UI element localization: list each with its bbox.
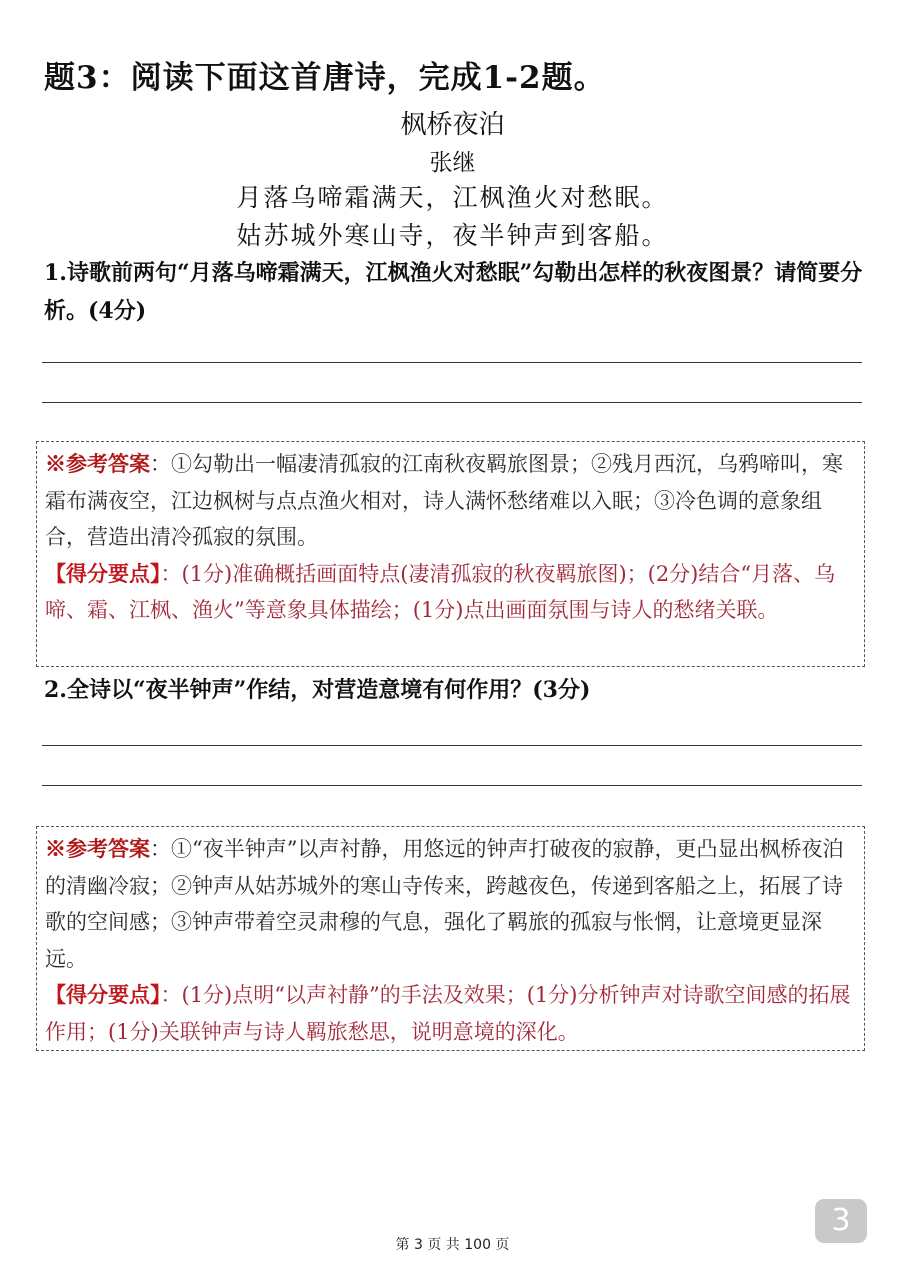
scoring-points-text: ：(1分)准确概括画面特点(凄清孤寂的秋夜羁旅图)；(2分)结合“月落、乌啼、霜、江枫、渔火”等意象具体描绘；(1分)点出画面氛围与诗人的愁绪关联。 bbox=[45, 561, 836, 622]
question-2-text: 2.全诗以“夜半钟声”作结，对营造意境有何作用？(3分) bbox=[44, 677, 591, 703]
page-title: 题3：阅读下面这首唐诗，完成1-2题。 bbox=[44, 60, 606, 96]
answer-line bbox=[42, 362, 862, 363]
scoring-points-label: 【得分要点】 bbox=[45, 982, 161, 1007]
answer-text: ：①“夜半钟声”以声衬静，用悠远的钟声打破夜的寂静，更凸显出枫桥夜泊的清幽冷寂；②钟声从姑苏城外的寒山寺传来，跨越夜色，传递到客船之上，拓展了诗歌的空间感；③钟声带着空灵肃穆的气息，强化了羁旅的孤寂与怅惘，让意境更显深远。 bbox=[45, 837, 844, 971]
answer-label: ※参考答案 bbox=[45, 836, 150, 861]
answer-line bbox=[42, 402, 862, 403]
poem-line: 姑苏城外寒山寺，夜半钟声到客船。 bbox=[236, 221, 669, 250]
answer-line bbox=[42, 745, 862, 746]
answer-text: ：①勾勒出一幅凄清孤寂的江南秋夜羁旅图景；②残月西沉，乌鸦啼叫，寒霜布满夜空，江边枫树与点点渔火相对，诗人满怀愁绪难以入眠；③冷色调的意象组合，营造出清冷孤寂的氛围。 bbox=[45, 452, 843, 549]
scoring-points-label: 【得分要点】 bbox=[45, 560, 161, 586]
reference-answer-box-2 bbox=[36, 826, 865, 1051]
answer-label: ※参考答案 bbox=[45, 451, 150, 476]
question-1-text: 1.诗歌前两句“月落乌啼霜满天，江枫渔火对愁眠”勾勒出怎样的秋夜图景？请简要分析。(4分) bbox=[44, 260, 863, 324]
poem-author: 张继 bbox=[429, 150, 476, 176]
page-number-badge: 3 bbox=[815, 1199, 867, 1243]
answer-line bbox=[42, 785, 862, 786]
scoring-points-text: ：(1分)点明“以声衬静”的手法及效果；(1分)分析钟声对诗歌空间感的拓展作用；(1分)关联钟声与诗人羁旅愁思，说明意境的深化。 bbox=[45, 983, 851, 1044]
reference-answer-box-1 bbox=[36, 441, 865, 667]
poem-title: 枫桥夜泊 bbox=[400, 110, 505, 140]
page-footer: 第 3 页 共 100 页 bbox=[395, 1237, 510, 1253]
poem-line: 月落乌啼霜满天，江枫渔火对愁眠。 bbox=[236, 183, 669, 212]
